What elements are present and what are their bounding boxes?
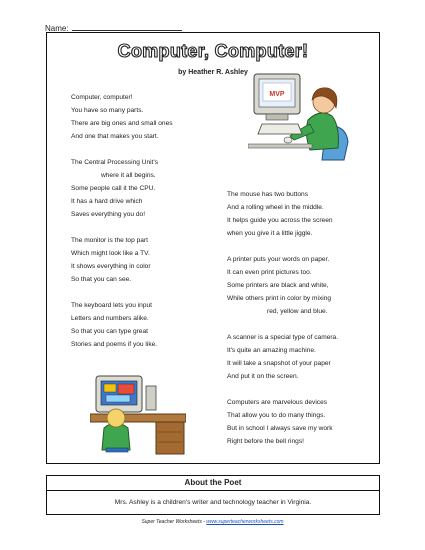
poem-line: Saves everything you do!: [71, 211, 146, 218]
poem-line: It can even print pictures too.: [227, 269, 312, 276]
stanza-gap: [71, 286, 173, 299]
stanza-gap: [71, 221, 173, 234]
stanza-gap: [71, 143, 173, 156]
poem-line: Which might look like a TV.: [71, 250, 150, 257]
poem-line: The monitor is the top part: [71, 237, 148, 244]
poem-line: Some printers are black and white,: [227, 282, 329, 289]
poem-line: where it all begins.: [101, 172, 156, 179]
stanza-gap: [227, 318, 338, 331]
about-the-poet-box: [46, 475, 380, 515]
poem-line: So that you can see.: [71, 276, 132, 283]
name-label: Name:: [45, 24, 69, 33]
poem-line: Letters and numbers alike.: [71, 315, 149, 322]
poem-line: It helps guide you across the screen: [227, 217, 333, 224]
about-divider: [47, 490, 379, 491]
poem-line: The mouse has two buttons: [227, 191, 309, 198]
poem-line: And a rolling wheel in the middle.: [227, 204, 324, 211]
poem-line: That allow you to do many things.: [227, 412, 326, 419]
poem-line: But in school I always save my work: [227, 425, 333, 432]
stanza-gap: [227, 383, 338, 396]
screen-word: MVP: [269, 91, 285, 98]
author-line: by Heather R. Ashley: [178, 69, 248, 76]
name-blank[interactable]: [72, 23, 182, 31]
woman-at-computer-illustration: [248, 64, 356, 164]
poem-line: Right before the bell rings!: [227, 438, 304, 445]
child-at-computer-illustration: [90, 372, 186, 456]
poem-line: Computers are marvelous devices: [227, 399, 328, 406]
footer-separator: -: [201, 519, 207, 525]
poem-line: There are big ones and small ones: [71, 120, 173, 127]
poem-line: You have so many parts.: [71, 107, 144, 114]
poem-line: A scanner is a special type of camera.: [227, 334, 339, 341]
poem-line: Stories and poems if you like.: [71, 341, 158, 348]
poem-line: The keyboard lets you input: [71, 302, 153, 309]
poem-right-column: [227, 188, 338, 448]
page-title: Computer, Computer!: [117, 41, 309, 61]
footer-site: Super Teacher Worksheets: [141, 519, 202, 525]
poem-line: red, yellow and blue.: [267, 308, 328, 315]
about-heading: About the Poet: [184, 478, 242, 487]
poem-line: It has a hard drive which: [71, 198, 143, 205]
poem-line: And put it on the screen.: [227, 373, 299, 380]
poem-line: And one that makes you start.: [71, 133, 159, 140]
stanza-gap: [227, 240, 338, 253]
poem-line: It shows everything in color: [71, 263, 151, 270]
poem-line: A printer puts your words on paper.: [227, 256, 330, 263]
footer-url-link[interactable]: www.superteacherworksheets.com: [206, 519, 284, 525]
about-text: Mrs. Ashley is a children's writer and technology teacher in Virginia.: [114, 499, 312, 506]
poem-left-column: [71, 91, 173, 351]
poem-line: So that you can type great: [71, 328, 148, 335]
poem-line: when you give it a little jiggle.: [227, 230, 313, 237]
footer: [0, 519, 425, 525]
poem-line: While others print in color by mixing: [227, 295, 332, 302]
poem-line: Some people call it the CPU.: [71, 185, 156, 192]
poem-line: The Central Processing Unit's: [71, 159, 159, 166]
poem-line: It's quite an amazing machine.: [227, 347, 316, 354]
poem-line: Computer, computer!: [71, 94, 133, 101]
poem-line: It will take a snapshot of your paper: [227, 360, 331, 367]
